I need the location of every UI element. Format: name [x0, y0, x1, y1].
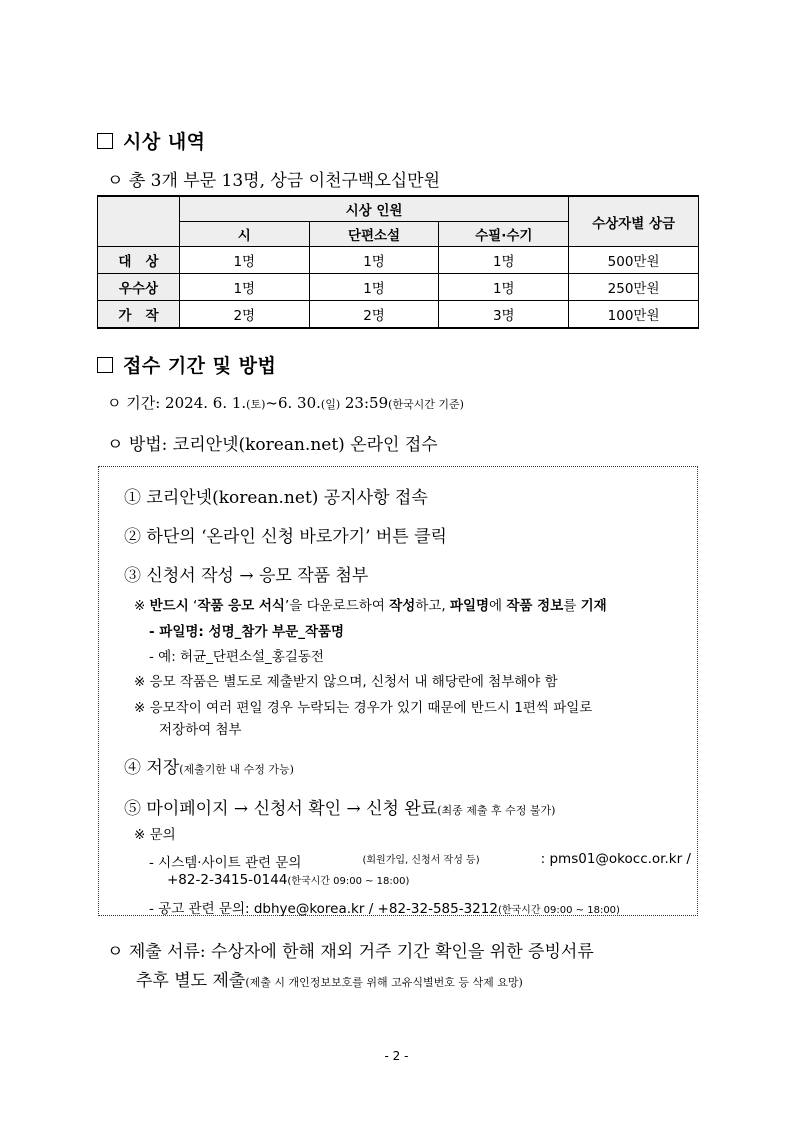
step-4: ④ 저장(제출기한 내 수정 가능)	[124, 758, 294, 778]
header-essay: 수필·수기	[439, 222, 569, 247]
note-filename-example: - 예: 허균_단편소설_홍길동전	[149, 649, 324, 665]
note-one-file-each: ※ 응모작이 여러 편일 경우 누락되는 경우가 있기 때문에 반드시 1편씩 파일로	[134, 700, 593, 716]
row-label: 우수상	[98, 274, 180, 301]
submission-method: ㅇ 방법: 코리안넷(korean.net) 온라인 접수	[107, 435, 438, 455]
inquiry-notice: - 공고 관련 문의: dbhye@korea.kr / +82-32-585-3212(한국시간 09:00 ~ 18:00)	[149, 901, 620, 917]
cell-short-story: 1명	[309, 274, 439, 301]
table-header-row	[98, 196, 699, 222]
cell-prize: 100만원	[569, 301, 699, 329]
docs-line-2: 추후 별도 제출(제출 시 개인정보보호를 위해 고유식별번호 등 삭제 요망)	[136, 971, 523, 991]
table-row	[98, 274, 699, 301]
cell-short-story: 1명	[309, 247, 439, 274]
checkbox-square-icon	[97, 133, 113, 149]
cell-essay: 1명	[439, 274, 569, 301]
cell-short-story: 2명	[309, 301, 439, 329]
section-title-awards: 시상 내역	[97, 127, 206, 154]
step-1: ① 코리안넷(korean.net) 공지사항 접속	[124, 488, 428, 508]
cell-poetry: 1명	[179, 247, 309, 274]
step-3: ③ 신청서 작성 → 응모 작품 첨부	[124, 566, 369, 586]
row-label: 대 상	[98, 247, 180, 274]
header-award-count: 시상 인원	[179, 196, 568, 222]
step-5: ⑤ 마이페이지 → 신청서 확인 → 신청 완료(최종 제출 후 수정 불가)	[124, 799, 556, 819]
inquiry-system-phone: +82-2-3415-0144(한국시간 09:00 ~ 18:00)	[167, 872, 410, 888]
table-row	[98, 247, 699, 274]
checkbox-square-icon	[97, 357, 113, 373]
header-short-story: 단편소설	[309, 222, 439, 247]
award-summary: ㅇ 총 3개 부문 13명, 상금 이천구백오십만원	[107, 171, 441, 191]
page-number: - 2 -	[384, 1049, 409, 1063]
award-table	[97, 195, 699, 329]
table-row	[98, 301, 699, 329]
inquiry-system: - 시스템·사이트 관련 문의 (회원가입, 신청서 작성 등) : pms01@okocc.or.kr /	[149, 851, 691, 871]
section-title-submission: 접수 기간 및 방법	[97, 351, 276, 378]
note-filename-format: - 파일명: 성명_참가 부문_작품명	[149, 624, 345, 640]
header-prize: 수상자별 상금	[569, 196, 699, 247]
cell-essay: 3명	[439, 301, 569, 329]
cell-prize: 500만원	[569, 247, 699, 274]
inquiry-heading: ※ 문의	[134, 827, 176, 843]
submission-period: ㅇ 기간: 2024. 6. 1.(토)~6. 30.(일) 23:59(한국시간 기준)	[107, 394, 464, 412]
header-poetry: 시	[179, 222, 309, 247]
note-one-file-each-cont: 저장하여 첨부	[159, 722, 242, 738]
step-2: ② 하단의 ‘온라인 신청 바로가기’ 버튼 클릭	[124, 527, 447, 547]
cell-prize: 250만원	[569, 274, 699, 301]
table-corner-cell	[98, 196, 180, 247]
note-attach-in-form: ※ 응모 작품은 별도로 제출받지 않으며, 신청서 내 해당란에 첨부해야 함	[134, 674, 558, 690]
cell-essay: 1명	[439, 247, 569, 274]
note-required-form: ※ 반드시 ‘작품 응모 서식’을 다운로드하여 작성하고, 파일명에 작품 정보를 기재	[134, 598, 607, 614]
docs-line-1: ㅇ 제출 서류: 수상자에 한해 재외 거주 기간 확인을 위한 증빙서류	[107, 942, 594, 962]
cell-poetry: 1명	[179, 274, 309, 301]
cell-poetry: 2명	[179, 301, 309, 329]
row-label: 가 작	[98, 301, 180, 329]
